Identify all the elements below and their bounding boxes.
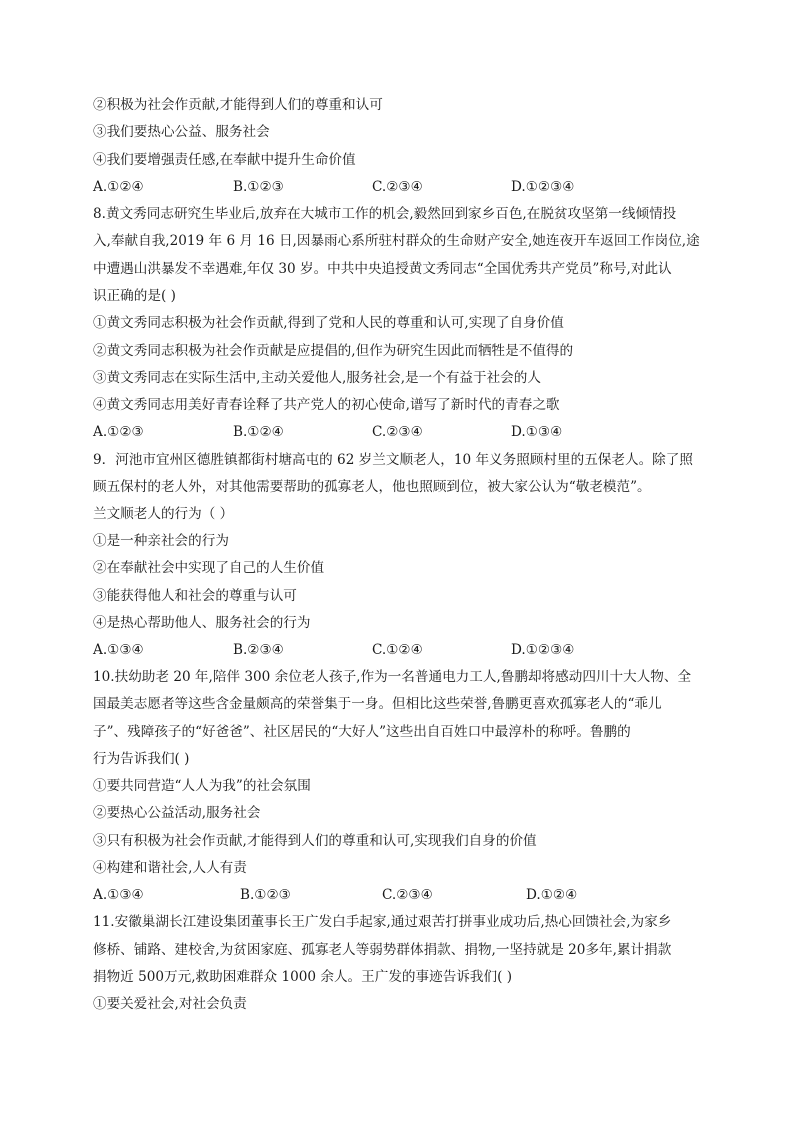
option-a: A.①③④ — [93, 887, 144, 903]
question-11-stem-line: 修桥、铺路、建校舍,为贫困家庭、孤寡老人等弱势群体捐款、捐物,一坚持就是 20多年,累计捐款 — [93, 942, 672, 958]
statement-3: ③能获得他人和社会的尊重与认可 — [93, 588, 297, 604]
question-10-stem-line: 10.扶幼助老 20 年,陪伴 300 余位老人孩子,作为一名普通电力工人,鲁鹏却将感动四川十大人物、全 — [93, 669, 692, 685]
statement-2: ②积极为社会作贡献,才能得到人们的尊重和认可 — [93, 97, 383, 113]
statement-4: ④构建和谐社会,人人有责 — [93, 860, 247, 876]
answer-options — [93, 640, 713, 660]
question-10-stem-line: 子”、残障孩子的“好爸爸”、社区居民的“大好人”这些出自百姓口中最淳朴的称呼。鲁鹏的 — [93, 724, 631, 740]
statement-1: ①要关爱社会,对社会负责 — [93, 996, 247, 1012]
statement-2: ②黄文秀同志积极为社会作贡献是应提倡的,但作为研究生因此而牺牲是不值得的 — [93, 343, 574, 359]
question-8-stem-line: 识正确的是( ) — [93, 288, 176, 304]
question-11-stem-line: 捐物近 500万元,救助困难群众 1000 余人。王广发的事迹告诉我们( ) — [93, 969, 513, 985]
option-d: D.①②③④ — [511, 179, 575, 195]
answer-options — [93, 885, 713, 905]
statement-2: ②在奉献社会中实现了自己的人生价值 — [93, 560, 325, 576]
statement-4: ④黄文秀同志用美好青春诠释了共产党人的初心使命,谱写了新时代的青春之歌 — [93, 397, 560, 413]
option-d: D.①②④ — [526, 887, 578, 903]
option-c: C.②③④ — [372, 179, 423, 195]
question-11-stem-line: 11.安徽巢湖长江建设集团董事长王广发白手起家,通过艰苦打拼事业成功后,热心回馈社会,为家乡 — [93, 914, 672, 930]
option-b: B.①②④ — [233, 424, 284, 440]
question-10-stem-line: 国最美志愿者等这些含金量颇高的荣誉集于一身。但相比这些荣誉,鲁鹏更喜欢孤寡老人的“乖儿 — [93, 696, 662, 712]
statement-3: ③我们要热心公益、服务社会 — [93, 124, 270, 140]
question-9-stem-line: 兰文顺老人的行为（ ） — [93, 506, 234, 522]
option-a: A.①②③ — [93, 424, 144, 440]
statement-1: ①要共同营造“人人为我”的社会氛围 — [93, 778, 311, 794]
statement-4: ④我们要增强责任感,在奉献中提升生命价值 — [93, 152, 356, 168]
option-c: C.①②④ — [372, 642, 423, 658]
option-d: D.①②③④ — [511, 642, 575, 658]
statement-1: ①是一种亲社会的行为 — [93, 533, 229, 549]
option-d: D.①③④ — [511, 424, 563, 440]
question-8-stem-line: 中遭遇山洪暴发不幸遇难,年仅 30 岁。中共中央追授黄文秀同志“全国优秀共产党员”称号,对此认 — [93, 261, 672, 277]
option-b: B.①②③ — [240, 887, 291, 903]
statement-4: ④是热心帮助他人、服务社会的行为 — [93, 615, 311, 631]
question-9-stem-line: 9．河池市宜州区德胜镇都街村塘高屯的 62 岁兰文顺老人，10 年义务照顾村里的五保老人。除了照 — [93, 452, 693, 468]
option-b: B.②③④ — [233, 642, 284, 658]
option-c: C.②③④ — [382, 887, 433, 903]
statement-3: ③黄文秀同志在实际生活中,主动关爱他人,服务社会,是一个有益于社会的人 — [93, 370, 541, 386]
statement-1: ①黄文秀同志积极为社会作贡献,得到了党和人民的尊重和认可,实现了自身价值 — [93, 315, 564, 331]
question-8-stem-line: 入,奉献自我,2019 年 6 月 16 日,因暴雨心系所驻村群众的生命财产安全,她连夜开车返回工作岗位,途 — [93, 233, 700, 249]
statement-3: ③只有积极为社会作贡献,才能得到人们的尊重和认可,实现我们自身的价值 — [93, 833, 537, 849]
question-8-stem-line: 8.黄文秀同志研究生毕业后,放弃在大城市工作的机会,毅然回到家乡百色,在脱贫攻坚第一线倾情投 — [93, 206, 677, 222]
option-c: C.②③④ — [372, 424, 423, 440]
answer-options — [93, 177, 713, 197]
option-a: A.①③④ — [93, 642, 144, 658]
option-a: A.①②④ — [93, 179, 144, 195]
answer-options — [93, 422, 713, 442]
question-10-stem-line: 行为告诉我们( ) — [93, 751, 190, 767]
statement-2: ②要热心公益活动,服务社会 — [93, 805, 261, 821]
question-9-stem-line: 顾五保村的老人外，对其他需要帮助的孤寡老人，他也照顾到位，被大家公认为“敬老模范”。 — [93, 479, 651, 495]
option-b: B.①②③ — [233, 179, 284, 195]
